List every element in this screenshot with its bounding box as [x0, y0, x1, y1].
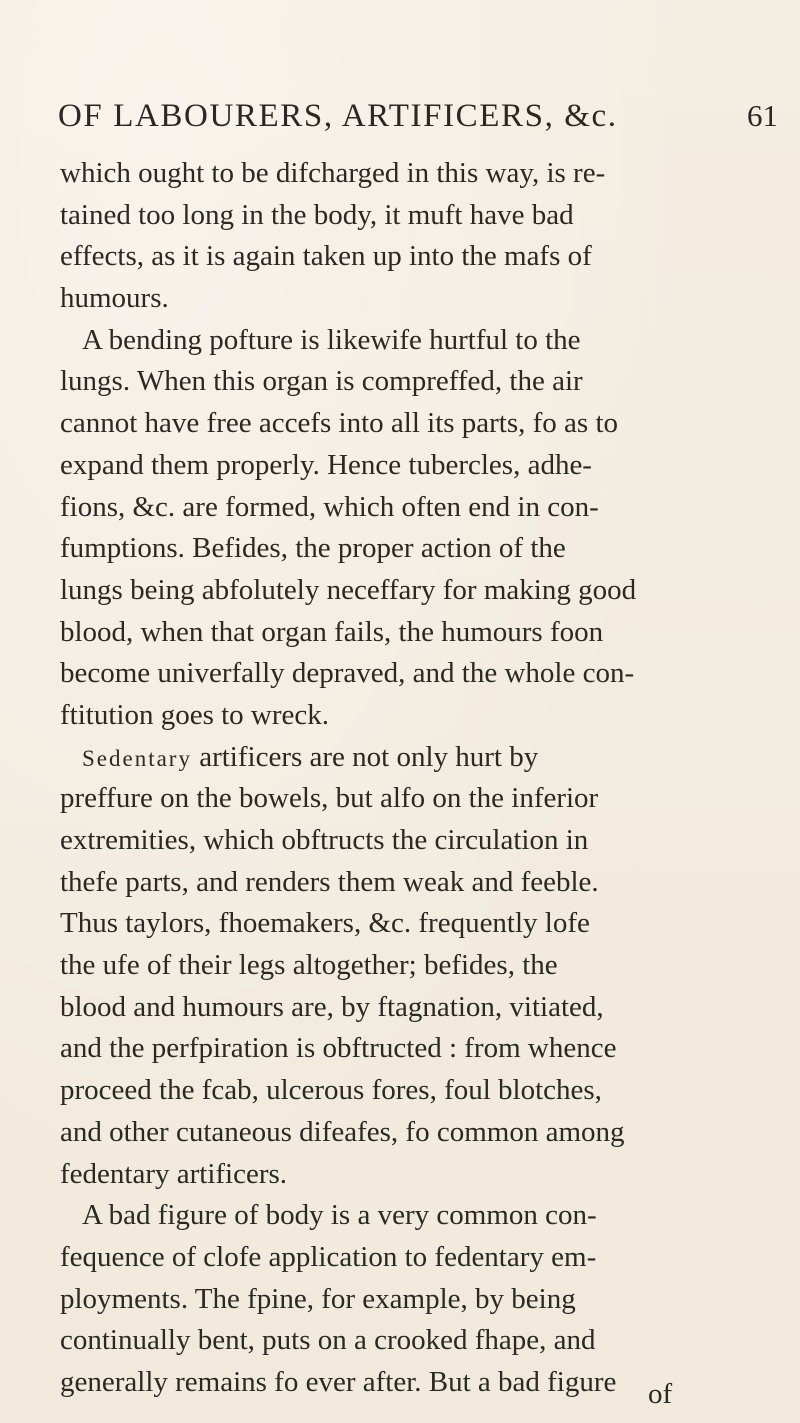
text-line: ployments. The fpine, for example, by being [60, 1282, 576, 1315]
running-title: OF LABOURERS, ARTIFICERS, &c. [58, 98, 618, 134]
text-line: tained too long in the body, it muft have bad [60, 198, 574, 231]
text-line: cannot have free accefs into all its parts, fo as to [60, 407, 619, 440]
text-line: and the perfpiration is obftructed : from whence [60, 1032, 617, 1065]
text-line: the ufe of their legs altogether; befides, the [60, 949, 558, 982]
body-text [60, 153, 752, 1404]
text-line: continually bent, puts on a crooked fhape, and [60, 1324, 596, 1357]
text-line: lungs. When this organ is compreffed, the air [60, 365, 583, 398]
text-line: blood, when that organ fails, the humours foon [60, 615, 604, 648]
text-line: blood and humours are, by ftagnation, vitiated, [60, 990, 604, 1023]
text-line: fequence of clofe application to fedentary em- [60, 1240, 597, 1273]
text-line: ftitution goes to wreck. [60, 698, 330, 731]
text-line-remainder: artificers are not only hurt by [199, 740, 539, 773]
paragraph-start-line [60, 737, 752, 779]
text-line: and other cutaneous difeafes, fo common among [60, 1115, 625, 1148]
text-line: extremities, which obftructs the circulation in [60, 824, 589, 856]
text-line: fumptions. Befides, the proper action of the [60, 532, 566, 565]
text-line: fedentary artificers. [60, 1157, 288, 1190]
text-line: become univerfally depraved, and the whole con- [60, 657, 635, 690]
text-line: generally remains fo ever after. But a bad figure [60, 1365, 617, 1398]
text-line: humours. [60, 282, 169, 315]
paragraph-start-line: A bad figure of body is a very common con- [82, 1199, 597, 1232]
text-line: proceed the fcab, ulcerous fores, foul blotches, [60, 1074, 602, 1107]
small-caps-lead: Sedentary [82, 745, 192, 771]
text-line: lungs being abfolutely neceffary for making good [60, 573, 637, 606]
text-line: preffure on the bowels, but alfo on the inferior [60, 782, 599, 815]
text-line: Thus taylors, fhoemakers, &c. frequently lofe [60, 907, 590, 940]
text-line: expand them properly. Hence tubercles, adhe- [60, 448, 592, 481]
page-number: 61 [747, 98, 778, 133]
paragraph-start-line: A bending pofture is likewife hurtful to the [82, 323, 581, 356]
catchword: of [648, 1378, 673, 1410]
text-line: thefe parts, and renders them weak and feeble. [60, 865, 599, 898]
running-head [58, 98, 778, 150]
text-line: fions, &c. are formed, which often end in con- [60, 490, 599, 523]
text-line: effects, as it is again taken up into the mafs of [60, 240, 592, 273]
text-line: which ought to be difcharged in this way, is re- [60, 157, 606, 189]
